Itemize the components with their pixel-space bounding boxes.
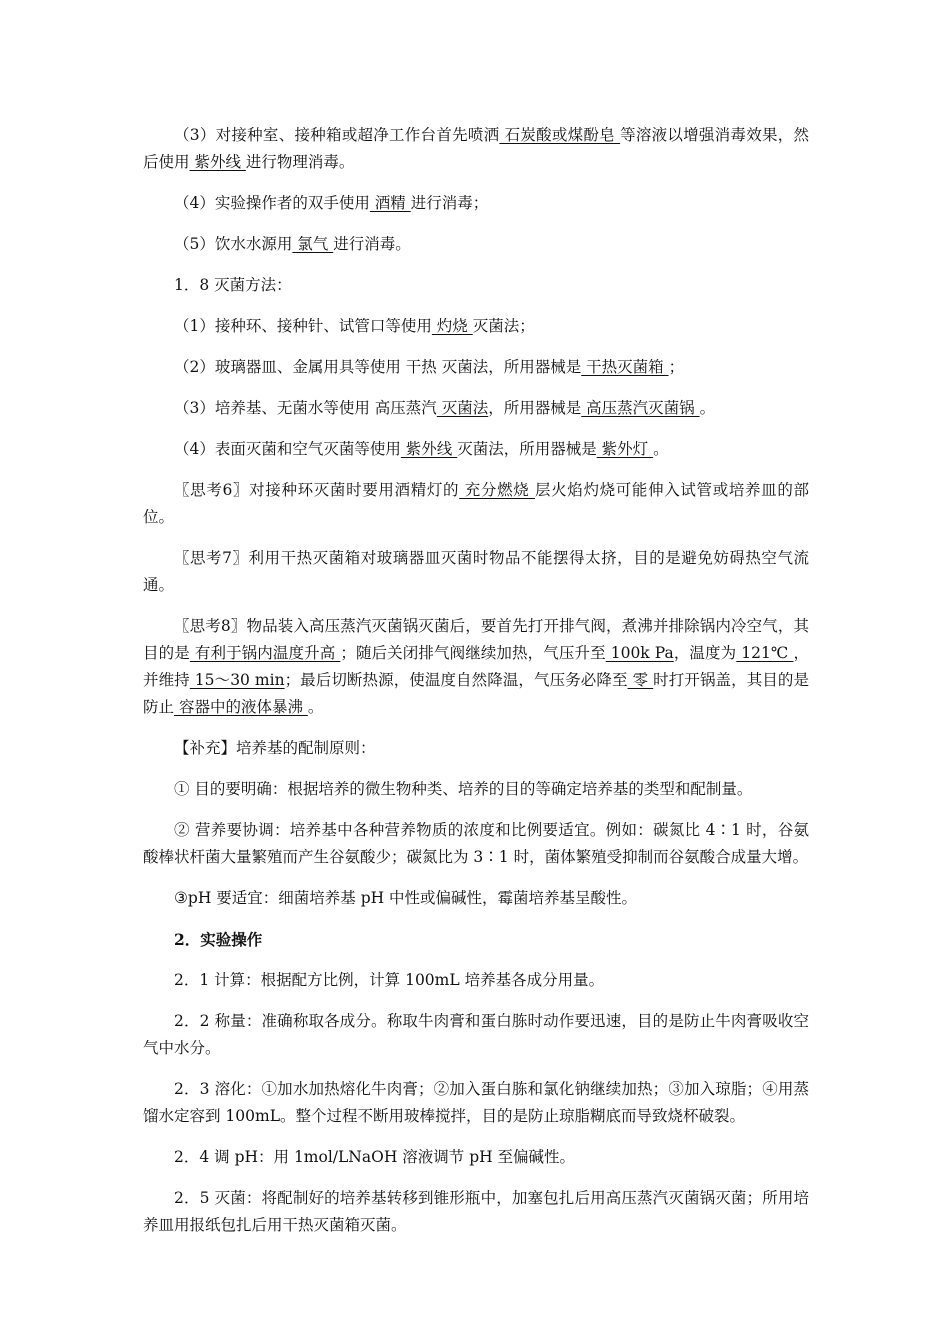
paragraph-step-5: 2．5 灭菌：将配制好的培养基转移到锥形瓶中，加塞包扎后用高压蒸汽灭菌锅灭菌；所用培养皿用报纸包扎后用干热灭菌箱灭菌。 [143,1189,809,1234]
paragraph-think-6: 〖思考6〗对接种环灭菌时要用酒精灯的 充分燃烧 层火焰灼烧可能伸入试管或培养皿的部位。 [143,481,809,526]
answer-blank: 紫外灯 [596,440,654,458]
paragraph-disinfect-5: （5）饮水水源用 氯气 进行消毒。 [174,235,411,253]
answer-blank: 紫外线 [400,440,458,458]
answer-blank: 高压蒸汽灭菌锅 [581,399,700,417]
paragraph-principle-3: ③pH 要适宜：细菌培养基 pH 中性或偏碱性，霉菌培养基呈酸性。 [174,889,638,907]
paragraph-step-2: 2．2 称量：准确称取各成分。称取牛肉膏和蛋白胨时动作要迅速，目的是防止牛肉膏吸收空气中水分。 [143,1012,809,1057]
answer-blank: 容器中的液体暴沸 [174,698,308,716]
answer-blank: 紫外线 [189,153,246,171]
answer-blank: 石炭酸或煤酚皂 [499,126,621,144]
paragraph-step-1: 2．1 计算：根据配方比例，计算 100mL 培养基各成分用量。 [174,971,605,989]
answer-blank: 充分燃烧 [459,481,535,499]
paragraph-supplement-heading: 【补充】培养基的配制原则： [174,739,376,757]
paragraph-think-8: 〖思考8〗物品装入高压蒸汽灭菌锅灭菌后，要首先打开排气阀，煮沸并排除锅内冷空气，其目的是 有利于锅内温度升高 ；随后关闭排气阀继续加热，气压升至 100k Pa，温度为 121℃ ，并维持 15～30 min；最后切断热源，使温度自然降温，气压务必降至 零 时打开锅盖，其目的是防止 容器中的液体暴沸 。 [143,617,809,716]
paragraph-think-7: 〖思考7〗利用干热灭菌箱对玻璃器皿灭菌时物品不能摆得太挤，目的是避免妨碍热空气流通。 [143,549,809,594]
answer-blank: 氯气 [292,235,334,253]
paragraph-method-3: （3）培养基、无菌水等使用 高压蒸汽 灭菌法，所用器械是 高压蒸汽灭菌锅 。 [174,399,716,417]
heading-sterilization-methods: 1．8 灭菌方法： [174,276,292,294]
answer-blank: 灭菌法 [436,399,489,417]
paragraph-step-3: 2．3 溶化：①加水加热熔化牛肉膏；②加入蛋白胨和氯化钠继续加热；③加入琼脂；④用蒸馏水定容到 100mL。整个过程不断用玻棒搅拌，目的是防止琼脂糊底而导致烧杯破裂。 [143,1080,809,1125]
answer-blank: 干热灭菌箱 [581,358,669,376]
answer-blank: 零 [627,671,654,689]
answer-blank: 15～30 min [189,671,285,689]
paragraph-disinfect-4: （4）实验操作者的双手使用 酒精 进行消毒； [174,194,489,212]
answer-blank: 灼烧 [431,317,473,335]
answer-blank: 100k Pa [605,644,674,662]
answer-blank: 酒精 [369,194,411,212]
paragraph-disinfect-3: （3）对接种室、接种箱或超净工作台首先喷洒 石炭酸或煤酚皂 等溶液以增强消毒效果，然后使用 紫外线 进行物理消毒。 [143,126,809,171]
answer-blank: 121℃ [736,644,794,662]
heading-experiment-operation: 2．实验操作 [174,930,263,949]
answer-blank: 有利于锅内温度升高 [189,644,341,662]
paragraph-method-1: （1）接种环、接种针、试管口等使用 灼烧 灭菌法； [174,317,535,335]
document-body [143,122,809,1253]
paragraph-principle-2: ② 营养要协调：培养基中各种营养物质的浓度和比例要适宜。例如：碳氮比 4∶1 时，谷氨酸棒状杆菌大量繁殖而产生谷氨酸少；碳氮比为 3∶1 时，菌体繁殖受抑制而谷氨酸合成量大增。 [143,821,809,866]
paragraph-method-4: （4）表面灭菌和空气灭菌等使用 紫外线 灭菌法，所用器械是 紫外灯 。 [174,440,669,458]
paragraph-principle-1: ① 目的要明确：根据培养的微生物种类、培养的目的等确定培养基的类型和配制量。 [174,780,753,798]
paragraph-method-2: （2）玻璃器皿、金属用具等使用 干热 灭菌法，所用器械是 干热灭菌箱 ； [174,358,685,376]
paragraph-step-4: 2．4 调 pH：用 1mol/LNaOH 溶液调节 pH 至偏碱性。 [174,1148,576,1166]
